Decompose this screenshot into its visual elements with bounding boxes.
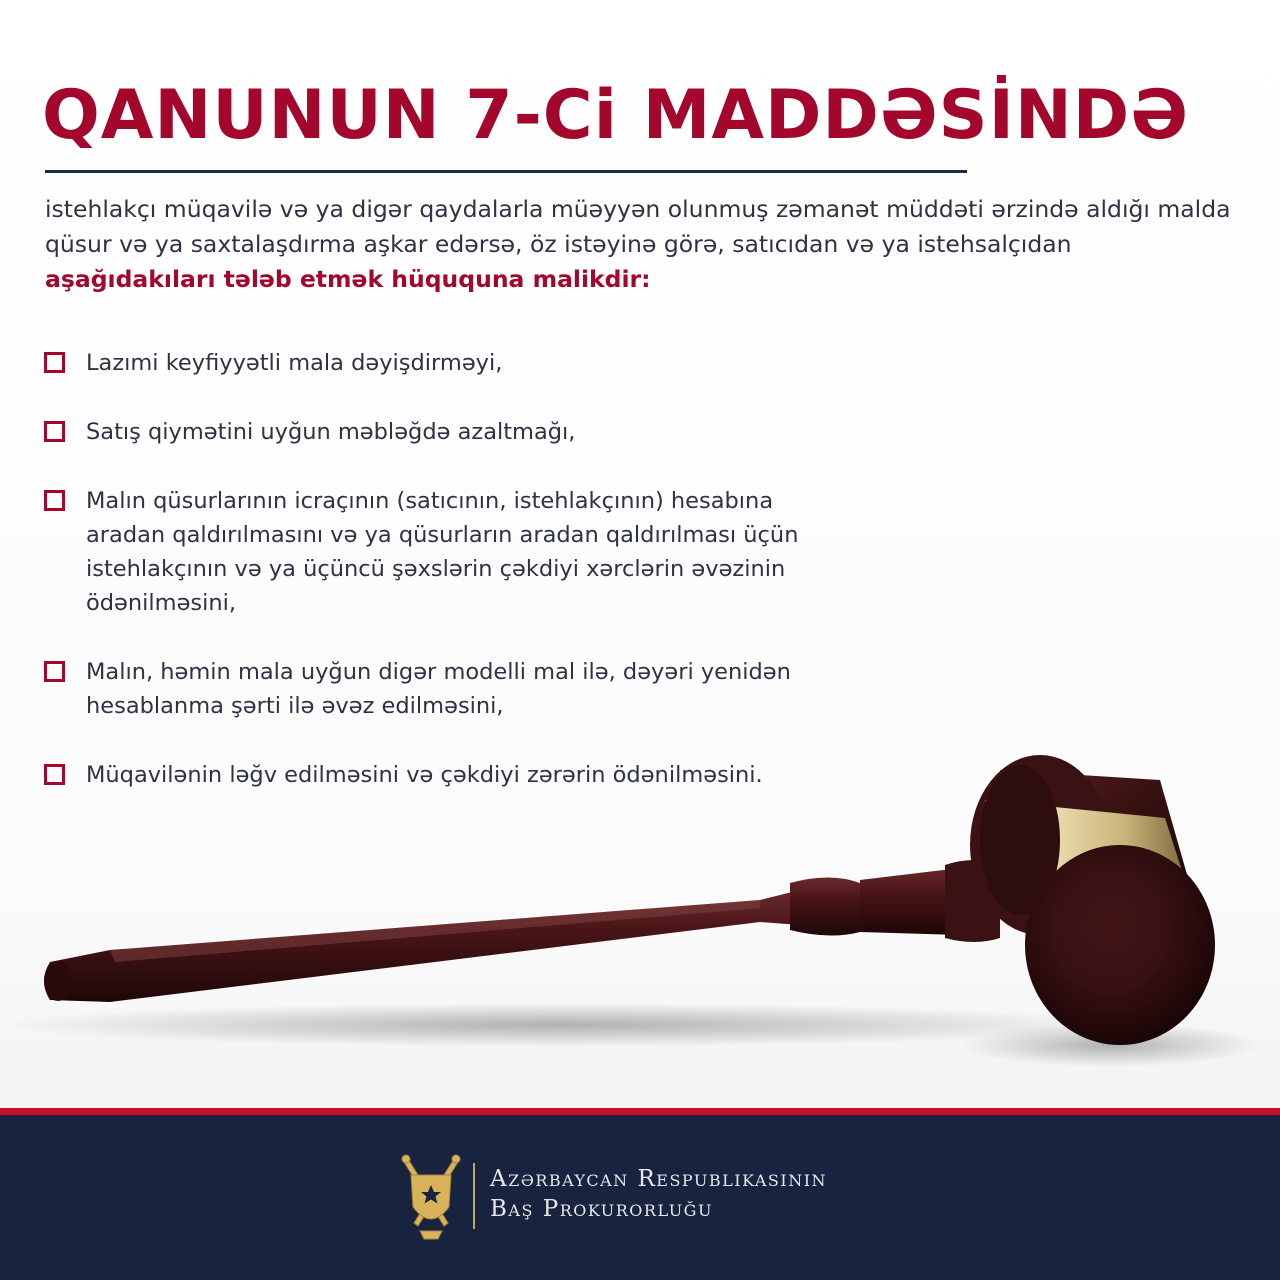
organization-name-line-1: Azərbaycan Respublikasının — [490, 1166, 828, 1192]
list-item-text: Malın, həmin mala uyğun digər modelli mal ilə, dəyəri yenidən hesablanma şərti ilə əvəz edilməsini, — [86, 659, 791, 719]
gavel-icon — [0, 700, 1280, 1090]
page-title: QANUNUN 7-Ci MADDƏSİNDƏ — [42, 76, 1189, 155]
footer-divider — [473, 1163, 475, 1229]
footer-accent-line — [0, 1108, 1280, 1115]
list-item-text: Lazımi keyfiyyətli mala dəyişdirməyi, — [86, 350, 503, 376]
prosecutor-emblem-icon — [398, 1153, 464, 1243]
title-underline — [45, 170, 967, 173]
list-item — [44, 415, 824, 449]
intro-paragraph — [45, 192, 1235, 297]
checkbox-square-icon — [44, 352, 65, 373]
intro-emphasis: aşağıdakıları tələb etmək hüququna malikdir: — [45, 265, 651, 293]
list-item-text: Satış qiymətini uyğun məbləğdə azaltmağı, — [86, 419, 576, 445]
checkbox-square-icon — [44, 421, 65, 442]
list-item — [44, 484, 824, 620]
list-item-text: Müqavilənin ləğv edilməsini və çəkdiyi zərərin ödənilməsini. — [86, 762, 763, 788]
list-item — [44, 346, 824, 380]
checkbox-square-icon — [44, 490, 65, 511]
organization-name — [490, 1164, 920, 1224]
checkbox-square-icon — [44, 661, 65, 682]
organization-name-line-2: Baş Prokurorluğu — [490, 1196, 713, 1222]
list-item-text: Malın qüsurlarının icraçının (satıcının, istehlakçının) hesabına aradan qaldırılmasını və ya qüsurların aradan qaldırılması üçün istehlakçının və ya üçüncü şəxslərin çəkdiyi xərclərin əvəzinin ödənilməsini, — [86, 488, 799, 616]
intro-text: istehlakçı müqavilə və ya digər qaydalarla müəyyən olunmuş zəmanət müddəti ərzində aldığı malda qüsur və ya saxtalaşdırma aşkar edərsə, öz istəyinə görə, satıcıdan və ya istehsalçıdan — [45, 195, 1231, 258]
